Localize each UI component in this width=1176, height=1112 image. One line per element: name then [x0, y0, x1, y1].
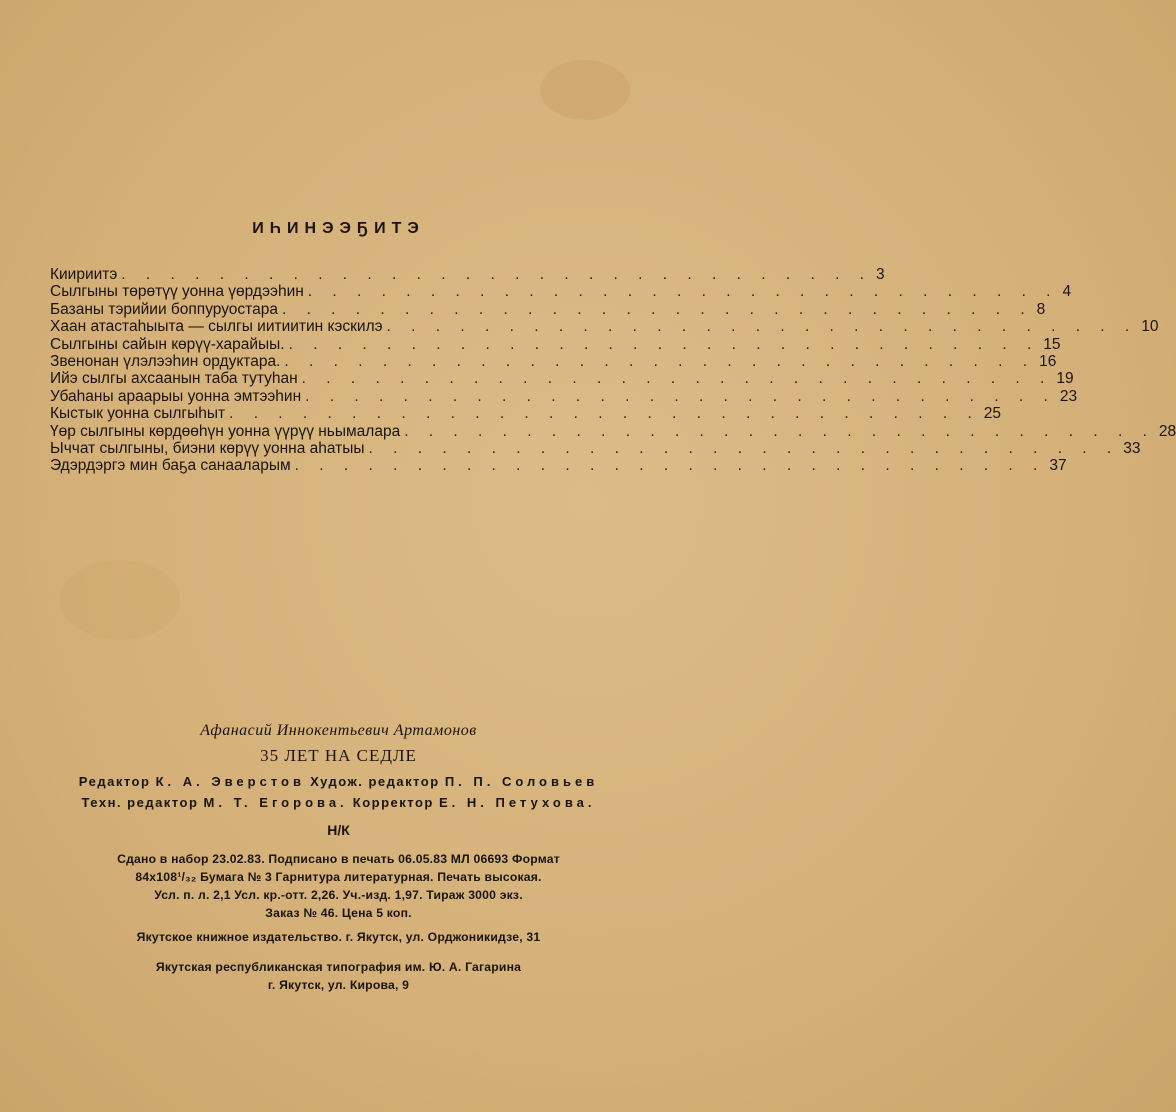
paper-stain	[540, 60, 630, 120]
paper-stain	[60, 560, 180, 640]
toc-entry	[50, 283, 1072, 301]
nk-mark: Н/К	[327, 822, 350, 838]
toc-leader-dots: . . . . . . . . . . . . . . . . . . . . . . . . . . . . . . .	[281, 300, 1033, 318]
toc-leader-dots: . . . . . . . . . . . . . . . . . . . . . . . . . . . . . . .	[284, 352, 1036, 370]
toc-entry-page: 10	[1141, 318, 1159, 336]
toc-entry-label: Хаан атастаһыыта — сылгы иитиитин кэскилэ	[50, 318, 383, 336]
toc-leader-dots: . . . . . . . . . . . . . . . . . . . . . . . . . . . . . . .	[305, 387, 1056, 405]
toc-entry	[50, 352, 1057, 370]
publisher-line: Якутское книжное издательство. г. Якутск, ул. Орджоникидзе, 31	[136, 930, 541, 944]
toc-leader-dots: . . . . . . . . . . . . . . . . . . . . . . . . . . . . . . .	[368, 439, 1120, 457]
toc-entry-label: Сылгыны төрөтүү уонна үөрдээһин	[50, 283, 304, 301]
toc-entry	[50, 422, 1176, 440]
toc-entry-page: 25	[983, 405, 1002, 423]
toc-entry-label: Киириитэ	[50, 266, 118, 283]
toc-entry	[50, 405, 1002, 423]
art-editor-label: Худож. редактор	[310, 774, 440, 789]
toc-entry-page: 33	[1123, 439, 1141, 457]
toc-entry-label: Ыччат сылгыны, биэни көрүү уонна аһатыы	[50, 439, 365, 457]
toc-entry-label: Эдэрдэргэ мин баҕа санааларым	[50, 457, 291, 475]
toc-entry-label: Ийэ сылгы ахсаанын таба тутуһан	[50, 370, 298, 388]
corrector-label: Корректор	[352, 795, 434, 810]
toc-entry-page: 23	[1059, 387, 1078, 405]
tech-editor-line	[0, 795, 677, 810]
toc-entry-label: Звенонан үлэлээһин ордуктара.	[50, 352, 281, 370]
toc-leader-dots: . . . . . . . . . . . . . . . . . . . . . . . . . . . . . . .	[386, 318, 1138, 336]
toc-entry	[50, 439, 1141, 457]
toc-entry	[50, 370, 1074, 388]
contents-title: ИҺИНЭЭҔИТЭ	[252, 220, 425, 237]
toc-entry-label: Базаны тэрийии боппуруостара	[50, 300, 278, 318]
author-name: Афанасий Иннокентьевич Артамонов	[200, 722, 477, 739]
printer-line: Якутская республиканская типография им. Ю. А. Гагарина	[155, 960, 522, 974]
toc-entry	[50, 300, 1046, 318]
toc-entry-label: Кыстык уонна сылгыһыт	[50, 405, 226, 423]
corrector-name: Е. Н. Петухова.	[439, 795, 596, 810]
toc-entry-label: Убаһаны араарыы уонна эмтээһин	[50, 387, 302, 405]
tech-editor-label: Техн. редактор	[81, 795, 199, 810]
toc-entry-label: Үөр сылгыны көрдөөһүн уонна үүрүү ньымалара	[50, 422, 401, 440]
toc-entry	[50, 335, 1061, 353]
toc-entry-page: 16	[1039, 352, 1057, 370]
toc-entry	[50, 457, 1067, 475]
toc-entry	[50, 266, 885, 283]
toc-entry-page: 28	[1158, 422, 1176, 440]
art-editor-name: П. П. Соловьев	[444, 774, 599, 789]
toc-leader-dots: . . . . . . . . . . . . . . . . . . . . . . . . . . . . . . .	[229, 405, 980, 423]
toc-entry-page: 3	[876, 266, 885, 283]
toc-leader-dots: . . . . . . . . . . . . . . . . . . . . . . . . . . . . . . .	[301, 370, 1053, 388]
toc-entry-page: 15	[1043, 335, 1061, 353]
printer-address-line: г. Якутск, ул. Кирова, 9	[267, 978, 410, 992]
table-of-contents	[50, 266, 1176, 475]
print-details-line: Сдано в набор 23.02.83. Подписано в печать 06.05.83 МЛ 06693 Формат	[117, 852, 560, 866]
toc-entry-label: Сылгыны сайын көрүү-харайыы.	[50, 335, 285, 353]
toc-leader-dots: . . . . . . . . . . . . . . . . . . . . . . . . . . . . . . .	[121, 266, 872, 283]
print-details-line: 84x108¹/₃₂ Бумага № 3 Гарнитура литературная. Печать высокая.	[135, 870, 542, 884]
book-title: 35 ЛЕТ НА СЕДЛЕ	[260, 746, 417, 765]
toc-leader-dots: . . . . . . . . . . . . . . . . . . . . . . . . . . . . . . .	[307, 283, 1059, 301]
editor-label: Редактор	[78, 774, 151, 789]
editor-name: К. А. Эверстов	[155, 774, 305, 789]
toc-entry-page: 37	[1049, 457, 1067, 475]
toc-entry	[50, 318, 1159, 336]
toc-entry	[50, 387, 1078, 405]
toc-leader-dots: . . . . . . . . . . . . . . . . . . . . . . . . . . . . . . .	[294, 457, 1046, 475]
editors-line	[0, 774, 677, 789]
toc-leader-dots: . . . . . . . . . . . . . . . . . . . . . . . . . . . . . . .	[288, 335, 1040, 353]
tech-editor-name: М. Т. Егорова.	[203, 795, 348, 810]
toc-leader-dots: . . . . . . . . . . . . . . . . . . . . . . . . . . . . . . .	[404, 422, 1155, 440]
toc-entry-page: 4	[1062, 283, 1072, 301]
toc-entry-page: 19	[1056, 370, 1074, 388]
print-details-line: Усл. п. л. 2,1 Усл. кр.-отт. 2,26. Уч.-изд. 1,97. Тираж 3000 экз.	[154, 888, 523, 902]
toc-entry-page: 8	[1036, 300, 1046, 318]
order-price-line: Заказ № 46. Цена 5 коп.	[265, 906, 412, 920]
